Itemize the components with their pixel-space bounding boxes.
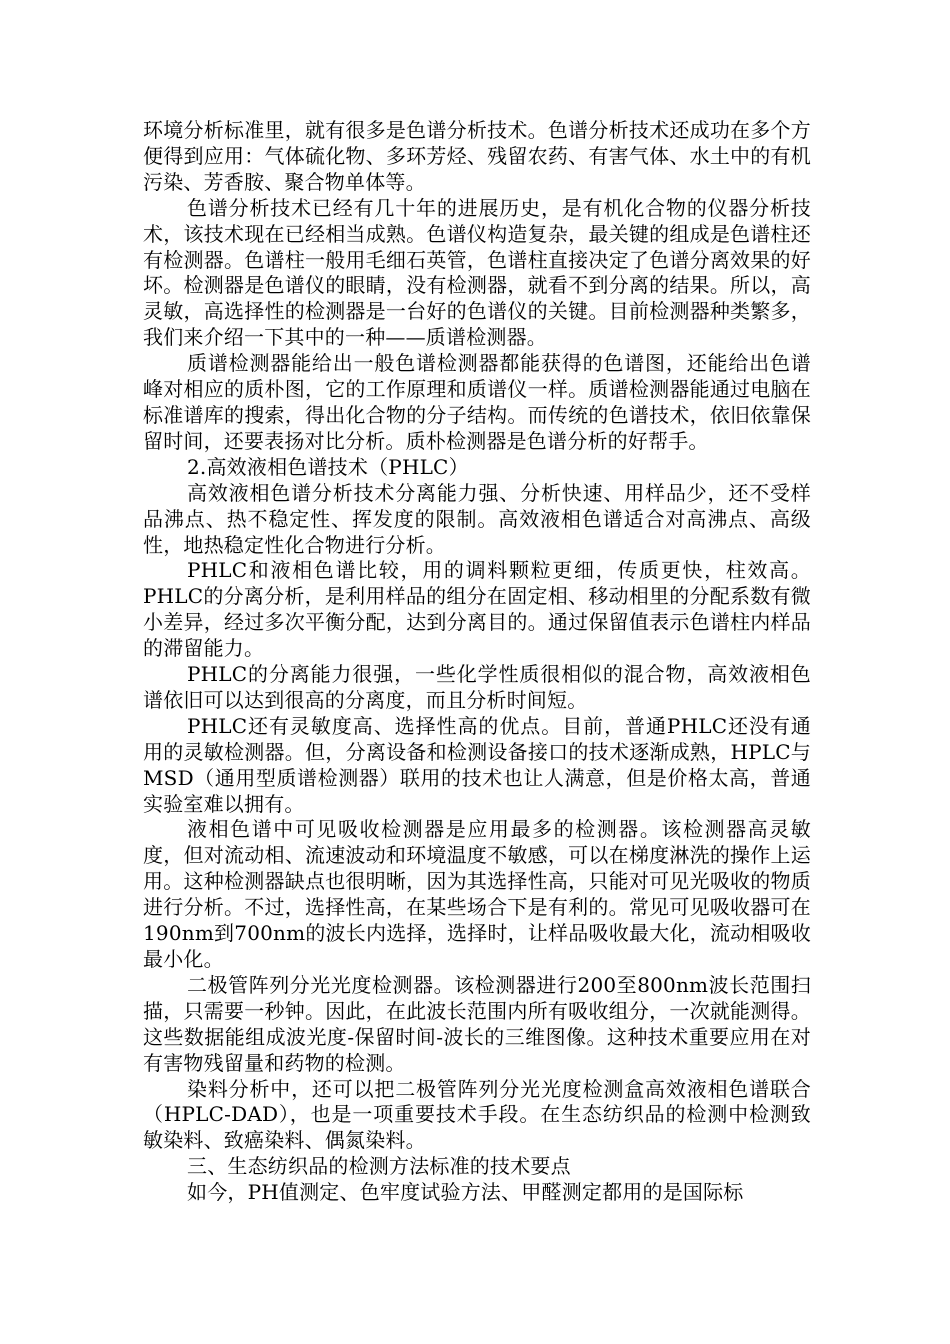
paragraph: PHLC的分离能力很强，一些化学性质很相似的混合物，高效液相色谱依旧可以达到很高的分离度，而且分析时间短。 <box>143 662 811 712</box>
paragraph: PHLC和液相色谱比较，用的调料颗粒更细，传质更快，柱效高。PHLC的分离分析，是利用样品的组分在固定相、移动相里的分配系数有微小差异，经过多次平衡分配，达到分离目的。通过保留值表示色谱柱内样品的滞留能力。 <box>143 558 811 661</box>
paragraph: 色谱分析技术已经有几十年的进展历史，是有机化合物的仪器分析技术，该技术现在已经相当成熟。色谱仪构造复杂，最关键的组成是色谱柱还有检测器。色谱柱一般用毛细石英管，色谱柱直接决定了色谱分离效果的好坏。检测器是色谱仪的眼睛，没有检测器，就看不到分离的结果。所以，高灵敏，高选择性的检测器是一台好的色谱仪的关键。目前检测器种类繁多，我们来介绍一下其中的一种——质谱检测器。 <box>143 195 811 350</box>
document-body <box>143 118 811 1206</box>
paragraph: 液相色谱中可见吸收检测器是应用最多的检测器。该检测器高灵敏度，但对流动相、流速波动和环境温度不敏感，可以在梯度淋洗的操作上运用。这种检测器缺点也很明晰，因为其选择性高，只能对可见光吸收的物质进行分析。不过，选择性高，在某些场合下是有利的。常见可见吸收器可在190nm到700nm的波长内选择，选择时，让样品吸收最大化，流动相吸收最小化。 <box>143 817 811 971</box>
section-heading: 2.高效液相色谱技术（PHLC） <box>187 454 469 479</box>
paragraph: 高效液相色谱分析技术分离能力强、分析快速、用样品少，还不受样品沸点、热不稳定性、挥发度的限制。高效液相色谱适合对高沸点、高级性，地热稳定性化合物进行分析。 <box>143 480 811 557</box>
paragraph: 环境分析标准里，就有很多是色谱分析技术。色谱分析技术还成功在多个方便得到应用：气体硫化物、多环芳烃、残留农药、有害气体、水土中的有机污染、芳香胺、聚合物单体等。 <box>143 118 811 194</box>
paragraph: 染料分析中，还可以把二极管阵列分光光度检测盒高效液相色谱联合（HPLC-DAD），也是一项重要技术手段。在生态纺织品的检测中检测致敏染料、致癌染料、偶氮染料。 <box>143 1076 811 1153</box>
paragraph: 如今，PH值测定、色牢度试验方法、甲醛测定都用的是国际标 <box>187 1180 744 1205</box>
section-heading: 三、生态纺织品的检测方法标准的技术要点 <box>187 1154 571 1179</box>
paragraph: 质谱检测器能给出一般色谱检测器都能获得的色谱图，还能给出色谱峰对相应的质朴图，它的工作原理和质谱仪一样。质谱检测器能通过电脑在标准谱库的搜索，得出化合物的分子结构。而传统的色谱技术，依旧依靠保留时间，还要表扬对比分析。质朴检测器是色谱分析的好帮手。 <box>143 351 811 453</box>
paragraph: PHLC还有灵敏度高、选择性高的优点。目前，普通PHLC还没有通用的灵敏检测器。但，分离设备和检测设备接口的技术逐渐成熟，HPLC与MSD（通用型质谱检测器）联用的技术也让人满意，但是价格太高，普通实验室难以拥有。 <box>143 713 811 816</box>
paragraph: 二极管阵列分光光度检测器。该检测器进行200至800nm波长范围扫描，只需要一秒钟。因此，在此波长范围内所有吸收组分，一次就能测得。这些数据能组成波光度-保留时间-波长的三维图像。这种技术重要应用在对有害物残留量和药物的检测。 <box>143 972 811 1075</box>
